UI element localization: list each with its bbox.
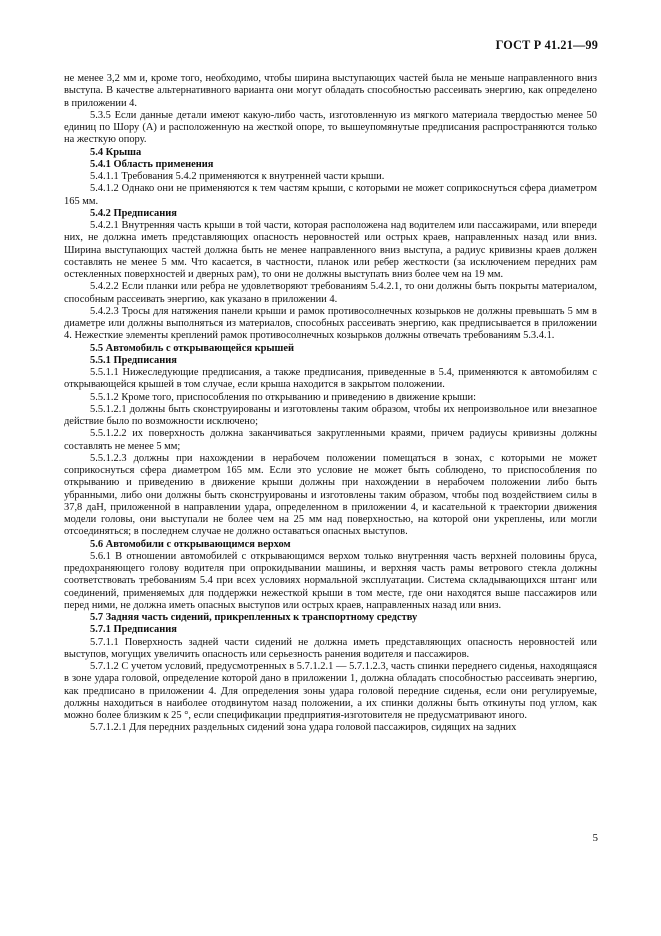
section-heading: 5.5 Автомобиль с открывающейся крышей — [90, 342, 295, 354]
body-paragraph: 5.5.1.1 Нижеследующие предписания, а также предписания, приведенные в 5.4, применяются к автомобилям с открывающейся крышей в том случае, если крыша находится в закрытом положении. — [64, 367, 597, 391]
page-number: 5 — [592, 832, 598, 844]
body-paragraph: 5.4.1.2 Однако они не применяются к тем частям крыши, с которыми не может соприкоснуться сфера диаметром 165 мм. — [64, 183, 597, 207]
body-paragraph: 5.7.1.2 С учетом условий, предусмотренных в 5.7.1.2.1 — 5.7.1.2.3, часть спинки переднего сиденья, находящаяся в зоне удара головой, определение которой дано в приложении 1, должна обладать способностью рассеивать энергию, как предписано в приложении 4. Для определения зоны удара головой передние сиденья, если они регулируемые, должны находиться в наиболее отодвинутом назад положении, а их спинки должны быть откинуты под углом, как можно более близким к 25 °, если спецификации предприятия-изготовителя не предусматривают иного. — [64, 661, 597, 721]
body-paragraph: 5.4.1.1 Требования 5.4.2 применяются к внутренней части крыши. — [90, 171, 385, 182]
body-paragraph: не менее 3,2 мм и, кроме того, необходимо, чтобы ширина выступающих частей была не меньше направленного вниз выступа. В качестве альтернативного варианта они могут обладать способностью рассеивать энергию, как определено в приложении 4. — [64, 73, 597, 109]
document-body — [64, 73, 597, 735]
body-paragraph: 5.5.1.2.1 должны быть сконструированы и изготовлены таким образом, чтобы их непроизвольное или внезапное действие было по возможности исключено; — [64, 403, 597, 427]
standard-header: ГОСТ Р 41.21—99 — [495, 38, 598, 52]
section-heading: 5.4.1 Область применения — [90, 158, 214, 170]
body-paragraph: 5.6.1 В отношении автомобилей с открывающимся верхом только внутренняя часть верхней половины бруса, предохраняющего голову водителя при опрокидывании машины, и верхняя часть рамы ветрового стекла должны соответствовать требованиям 5.4 при всех условиях нормальной эксплуатации. Система складывающихся штанг или соединений, применяемых для поддержки нежесткой крыши в том месте, где они находятся выше пассажиров или перед ними, не должна иметь опасных выступов или острых краев, направленных назад или вниз. — [64, 550, 597, 611]
section-heading: 5.7.1 Предписания — [90, 624, 177, 636]
section-heading: 5.7 Задняя часть сидений, прикрепленных к транспортному средству — [90, 612, 418, 623]
body-paragraph: 5.3.5 Если данные детали имеют какую-либо часть, изготовленную из мягкого материала твердостью менее 50 единиц по Шору (А) и расположенную на жесткой опоре, то вышеупомянутые предписания распространяются только на жесткую опору. — [64, 109, 597, 146]
body-paragraph: 5.5.1.2.2 их поверхность должна заканчиваться закругленными краями, причем радиусы кривизны должны составлять не менее 5 мм; — [64, 428, 597, 452]
section-heading: 5.4 Крыша — [90, 146, 142, 158]
body-paragraph: 5.4.2.2 Если планки или ребра не удовлетворяют требованиям 5.4.2.1, то они должны быть покрыты материалом, способным рассеивать энергию, как указано в приложении 4. — [64, 281, 597, 305]
body-paragraph: 5.5.1.2.3 должны при нахождении в нерабочем положении помещаться в зонах, с которыми не может соприкоснуться сфера диаметром 165 мм. Если это условие не может быть соблюдено, то приспособления по открыванию и приведению в движение крыши должны при нахождении в нерабочем положении либо быть убранными, либо они должны быть сконструированы и изготовлены таким образом, чтобы под воздействием силы в 37,8 даН, приложенной в направлении удара, определенном в приложении 4, и касательной к траектории движения модели головы, они выступали не более чем на 25 мм над поверхностью, на которой они укреплены, или могли отсоединяться; в последнем случае не должно оставаться опасных выступов. — [64, 452, 597, 538]
body-paragraph: 5.4.2.1 Внутренняя часть крыши в той части, которая расположена над водителем или пассажирами, или впереди них, не должна иметь представляющих опасность неровностей или острых краев, направленных назад или вниз. Ширина выступающих частей должна быть не менее направленного вниз выступа, а радиус кривизны краев должен составлять не менее 5 мм. Что касается, в частности, планок или ребер жесткости (за исключением передних рам остекленных поверхностей и дверных рам), то они не должны выступать вниз более чем на 19 мм. — [64, 220, 597, 280]
body-paragraph: 5.7.1.2.1 Для передних раздельных сидений зона удара головой пассажиров, сидящих на задних — [90, 722, 517, 734]
body-paragraph: 5.7.1.1 Поверхность задней части сидений не должна иметь представляющих опасность неровностей или выступов, могущих увеличить опасность или серьезность ранения водителя и пассажиров. — [64, 636, 597, 660]
section-heading: 5.5.1 Предписания — [90, 354, 177, 366]
body-paragraph: 5.5.1.2 Кроме того, приспособления по открыванию и приведению в движение крыши: — [90, 391, 477, 403]
body-paragraph: 5.4.2.3 Тросы для натяжения панели крыши и рамок противосолнечных козырьков не должны превышать 5 мм в диаметре или должны выполняться из материалов, способных рассеивать энергию, как предписывается в приложении 4. Нежесткие элементы креплений рамок противосолнечных козырьков должны отвечать требованиям 5.3.4.1. — [64, 305, 597, 342]
section-heading: 5.4.2 Предписания — [90, 207, 177, 219]
section-heading: 5.6 Автомобили с открывающимся верхом — [90, 538, 291, 550]
